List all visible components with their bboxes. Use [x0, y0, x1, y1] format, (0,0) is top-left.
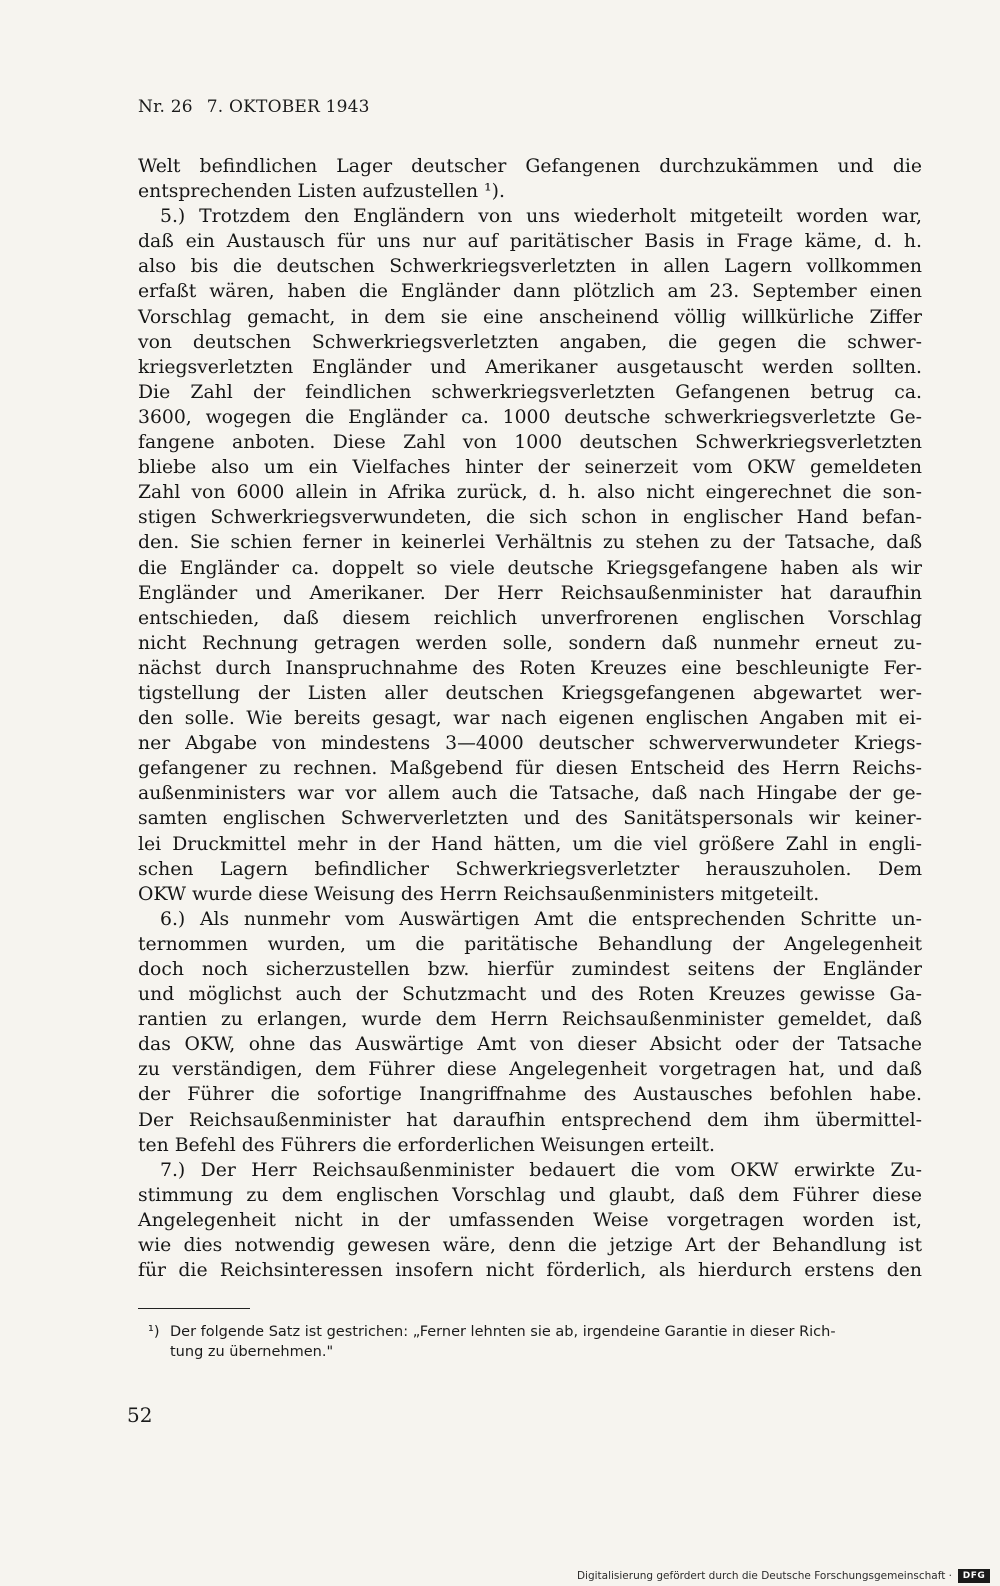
text-line: Welt befindlichen Lager deutscher Gefangenen durchzukämmen und die: [138, 156, 922, 177]
text-line: ternommen wurden, um die paritätische Behandlung der Angelegenheit: [138, 933, 922, 955]
text-line: ner Abgabe von mindestens 3—4000 deutscher schwerverwundeter Kriegs-: [138, 733, 922, 755]
issue-number: Nr. 26: [138, 97, 193, 117]
header-date: 7. OKTOBER 1943: [206, 97, 370, 117]
dfg-logo-icon: DFG: [958, 1569, 990, 1583]
text-line: außenministers war vor allem auch die Tatsache, daß nach Hingabe der ge-: [138, 783, 922, 805]
text-line: das OKW, ohne das Auswärtige Amt von dieser Absicht oder der Tatsache: [138, 1034, 922, 1056]
text-line: stigen Schwerkriegsverwundeten, die sich schon in englischer Hand befan-: [138, 507, 922, 529]
text-line: kriegsverletzten Engländer und Amerikaner ausgetauscht werden sollten.: [138, 356, 922, 378]
text-line: gefangener zu rechnen. Maßgebend für diesen Entscheid des Herrn Reichs-: [138, 758, 922, 780]
text-line: erfaßt wären, haben die Engländer dann plötzlich am 23. September einen: [138, 281, 922, 303]
body-text: [138, 154, 922, 1283]
text-line: entsprechenden Listen aufzustellen ¹).: [138, 181, 505, 203]
footnote-divider: [138, 1308, 250, 1309]
text-line: 6.) Als nunmehr vom Auswärtigen Amt die entsprechenden Schritte un-: [160, 908, 922, 930]
text-line: stimmung zu dem englischen Vorschlag und glaubt, daß dem Führer diese: [138, 1184, 922, 1206]
text-line: bliebe also um ein Vielfaches hinter der seinerzeit vom OKW gemeldeten: [138, 457, 922, 479]
text-line: nicht Rechnung getragen werden solle, sondern daß nunmehr erneut zu-: [138, 632, 922, 654]
text-line: fangene anboten. Diese Zahl von 1000 deutschen Schwerkriegsverletzten: [138, 432, 922, 454]
text-line: von deutschen Schwerkriegsverletzten angaben, die gegen die schwer-: [138, 331, 922, 353]
text-line: Angelegenheit nicht in der umfassenden Weise vorgetragen worden ist,: [138, 1209, 922, 1231]
text-line: schen Lagern befindlicher Schwerkriegsverletzter herauszuholen. Dem: [138, 858, 922, 880]
text-line: zu verständigen, dem Führer diese Angelegenheit vorgetragen hat, und daß: [138, 1059, 922, 1081]
text-line: Vorschlag gemacht, in dem sie eine anscheinend völlig willkürliche Ziffer: [138, 306, 922, 328]
text-line: Die Zahl der feindlichen schwerkriegsverletzten Gefangenen betrug ca.: [138, 381, 922, 403]
text-line: entschieden, daß diesem reichlich unverfrorenen englischen Vorschlag: [138, 607, 922, 629]
digitization-credit: Digitalisierung gefördert durch die Deutsche Forschungsgemeinschaft ·: [576, 1570, 952, 1582]
text-line: 5.) Trotzdem den Engländern von uns wiederholt mitgeteilt worden war,: [160, 206, 922, 228]
text-line: Zahl von 6000 allein in Afrika zurück, d. h. also nicht eingerechnet die son-: [138, 482, 922, 504]
footnote-text-line: tung zu übernehmen.": [170, 1344, 334, 1360]
text-line: daß ein Austausch für uns nur auf paritätischer Basis in Frage käme, d. h.: [138, 231, 922, 253]
page-number: 52: [127, 1403, 153, 1427]
text-line: 3600, wogegen die Engländer ca. 1000 deutsche schwerkriegsverletzte Ge-: [138, 406, 922, 428]
text-line: nächst durch Inanspruchnahme des Roten Kreuzes eine beschleunigte Fer-: [138, 657, 922, 679]
text-line: samten englischen Schwerverletzten und des Sanitätspersonals wir keiner-: [138, 808, 922, 830]
text-line: der Führer die sofortige Inangriffnahme des Austausches befohlen habe.: [138, 1084, 922, 1106]
footnote-text-line: Der folgende Satz ist gestrichen: „Ferner lehnten sie ab, irgendeine Garantie in dieser Rich-: [170, 1324, 836, 1340]
text-line: für die Reichsinteressen insofern nicht förderlich, als hierdurch erstens den: [138, 1260, 922, 1282]
footnote: [148, 1322, 922, 1362]
text-line: OKW wurde diese Weisung des Herrn Reichsaußenministers mitgeteilt.: [138, 883, 820, 905]
text-line: lei Druckmittel mehr in der Hand hätten, um die viel größere Zahl in engli-: [138, 833, 922, 855]
text-line: 7.) Der Herr Reichsaußenminister bedauert die vom OKW erwirkte Zu-: [160, 1159, 922, 1181]
text-line: den solle. Wie bereits gesagt, war nach eigenen englischen Angaben mit ei-: [138, 708, 922, 730]
text-line: die Engländer ca. doppelt so viele deutsche Kriegsgefangene haben als wir: [138, 557, 922, 579]
text-line: ten Befehl des Führers die erforderlichen Weisungen erteilt.: [138, 1134, 716, 1156]
text-line: rantien zu erlangen, wurde dem Herrn Reichsaußenminister gemeldet, daß: [138, 1009, 922, 1031]
text-line: und möglichst auch der Schutzmacht und des Roten Kreuzes gewisse Ga-: [138, 984, 922, 1006]
running-header: [138, 97, 370, 117]
text-line: Der Reichsaußenminister hat daraufhin entsprechend dem ihm übermittel-: [138, 1109, 922, 1131]
text-line: doch noch sicherzustellen bzw. hierfür zumindest seitens der Engländer: [138, 959, 922, 980]
footnote-marker: ¹): [148, 1324, 160, 1340]
text-line: also bis die deutschen Schwerkriegsverletzten in allen Lagern vollkommen: [138, 256, 922, 278]
text-line: wie dies notwendig gewesen wäre, denn die jetzige Art der Behandlung ist: [138, 1235, 922, 1257]
text-line: Engländer und Amerikaner. Der Herr Reichsaußenminister hat daraufhin: [138, 582, 922, 604]
text-line: den. Sie schien ferner in keinerlei Verhältnis zu stehen zu der Tatsache, daß: [138, 532, 922, 554]
text-line: tigstellung der Listen aller deutschen Kriegsgefangenen abgewartet wer-: [138, 682, 922, 704]
